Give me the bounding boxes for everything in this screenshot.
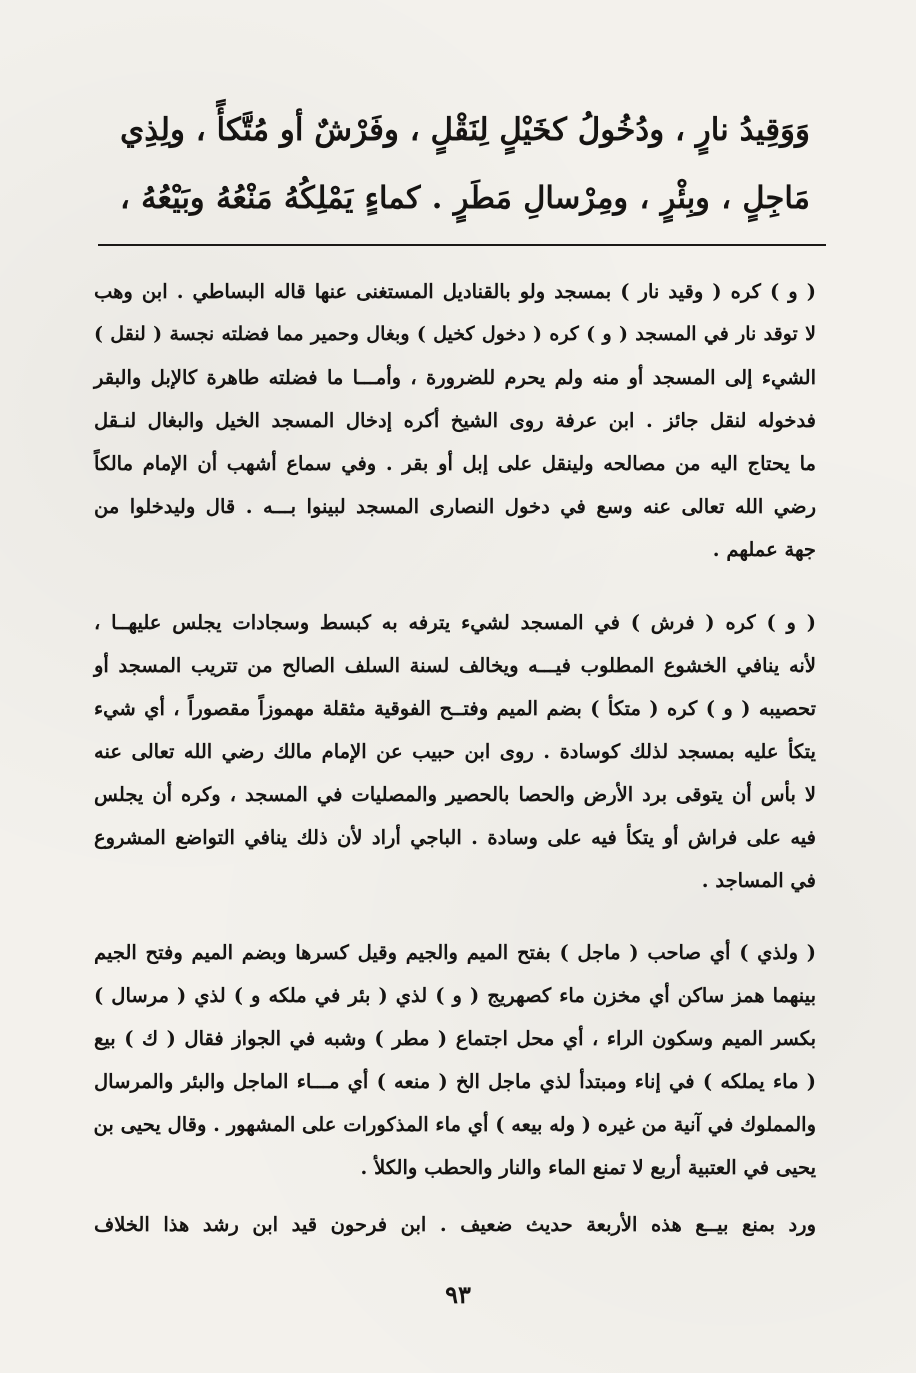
text-line: ( و ) كره ( فرش ) في المسجد لشيء يترفه به كبسط وسجادات يجلس عليهــا ، (94, 611, 816, 634)
text-line: فدخوله لنقل جائز . ابن عرفة روى الشيخ أكره إدخال المسجد الخيل والبغال لنـقل (94, 409, 816, 432)
text-line: تحصيبه ( و ) كره ( متكأ ) بضم الميم وفتــح الفوقية مثقلة مهموزاً مقصوراً ، أي شيء (94, 697, 816, 720)
commentary-paragraph (94, 601, 816, 902)
text-line: بكسر الميم وسكون الراء ، أي محل اجتماع ( مطر ) وشبه في الجواز فقال ( ك ) بيع (94, 1027, 816, 1050)
text-line: رضي الله تعالى عنه وسع في دخول النصارى المسجد لبينوا بـــه . قال وليدخلوا من (94, 495, 816, 518)
page-number: ٩٣ (445, 1280, 471, 1309)
text-line: في المساجد . (701, 869, 816, 892)
text-line: يحيى في العتبية أربع لا تمنع الماء والنار والحطب والكلأ . (360, 1156, 816, 1179)
text-line: بينهما همز ساكن أي مخزن ماء كصهريج ( و ) لذي ( بئر في ملكه و ) لذي ( مرسال ) (94, 984, 816, 1007)
text-line: لا توقد نار في المسجد ( و ) كره ( دخول كخيل ) وبغال وحمير مما فضلته نجسة ( لنقل ) (94, 323, 816, 345)
text-line: لا بأس أن يتوقى برد الأرض والحصا بالحصير والمصليات في المسجد ، وكره أن يجلس (94, 783, 816, 806)
matn-line: مَاجِلٍ ، وبِئْرٍ ، ومِرْسالِ مَطَرٍ . كماءٍ يَمْلِكُهُ مَنْعُهُ وبَيْعُهُ ، (120, 180, 810, 216)
text-line: ( ماء يملكه ) في إناء ومبتدأ لذي ماجل الخ ( منعه ) أي مـــاء الماجل والبئر والمرسال (94, 1070, 816, 1093)
text-line: الشيء إلى المسجد أو منه ولم يحرم للضرورة ، وأمـــا ما فضلته طاهرة كالإبل والبقر (94, 366, 816, 389)
text-line: فيه على فراش أو يتكأ فيه على وسادة . الباجي أراد لأن ذلك ينافي التواضع المشروع (94, 826, 816, 849)
text-line: والمملوك في آنية من غيره ( وله بيعه ) أي ماء المذكورات على المشهور . وقال يحيى بن (93, 1113, 816, 1136)
text-line: ما يحتاج اليه من مصالحه ولينقل على إبل أو بقر . وفي سماع أشهب أن الإمام مالكاً (94, 452, 816, 475)
text-line: جهة عملهم . (712, 538, 816, 561)
text-line: ( ولذي ) أي صاحب ( ماجل ) بفتح الميم والجيم وقيل كسرها وبضم الميم وفتح الجيم (94, 941, 816, 964)
commentary-paragraph (94, 1203, 816, 1246)
commentary-paragraph (94, 931, 816, 1189)
commentary-paragraph (94, 270, 816, 571)
separator-rule (98, 244, 826, 246)
text-line: ورد بمنع بيــع هذه الأربعة حديث ضعيف . ابن فرحون قيد ابن رشد هذا الخلاف (94, 1213, 816, 1236)
matn-line: وَوَقِيدُ نارٍ ، ودُخُولُ كخَيْلٍ لِنَقْلٍ ، وفَرْشٌ أو مُتَّكأً ، ولِذِي (120, 112, 810, 148)
text-line: يتكأ عليه بمسجد لذلك كوسادة . روى ابن حبيب عن الإمام مالك رضي الله تعالى عنه (94, 740, 816, 763)
text-line: لأنه ينافي الخشوع المطلوب فيـــه ويخالف لسنة السلف الصالح من تتريب المسجد أو (94, 654, 816, 677)
text-line: ( و ) كره ( وقيد نار ) بمسجد ولو بالقناديل المستغنى عنها قاله البساطي . ابن وهب (94, 280, 816, 303)
